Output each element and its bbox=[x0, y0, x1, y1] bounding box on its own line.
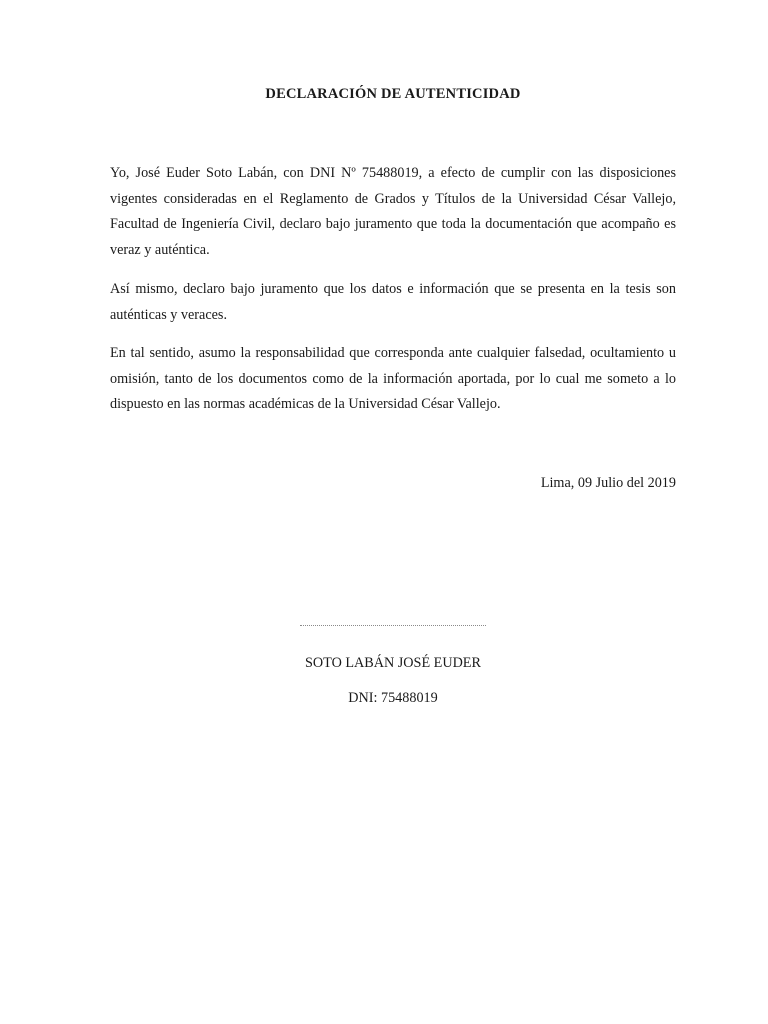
paragraph-data-authenticity: Así mismo, declaro bajo juramento que los datos e información que se presenta en la tesis son auténticas y veraces. bbox=[110, 281, 676, 323]
paragraph-declaration: Yo, José Euder Soto Labán, con DNI Nº 75488019, a efecto de cumplir con las disposiciones vigentes consideradas en el Reglamento de Grados y Títulos de la Universidad César Vallejo, Facultad de Ingeniería Civil, declaro bajo juramento que toda la documentación que acompaño es veraz y auténtica. bbox=[110, 165, 676, 258]
document-title: DECLARACIÓN DE AUTENTICIDAD bbox=[265, 86, 521, 102]
signatory-name: SOTO LABÁN JOSÉ EUDER bbox=[305, 655, 481, 671]
place-date: Lima, 09 Julio del 2019 bbox=[540, 475, 676, 491]
signature-line bbox=[300, 625, 486, 626]
signatory-dni: DNI: 75488019 bbox=[348, 690, 438, 706]
paragraph-responsibility: En tal sentido, asumo la responsabilidad que corresponda ante cualquier falsedad, ocultamiento u omisión, tanto de los documentos como de la información aportada, por lo cual me someto a lo dispuesto en las normas académicas de la Universidad César Vallejo. bbox=[110, 345, 676, 412]
